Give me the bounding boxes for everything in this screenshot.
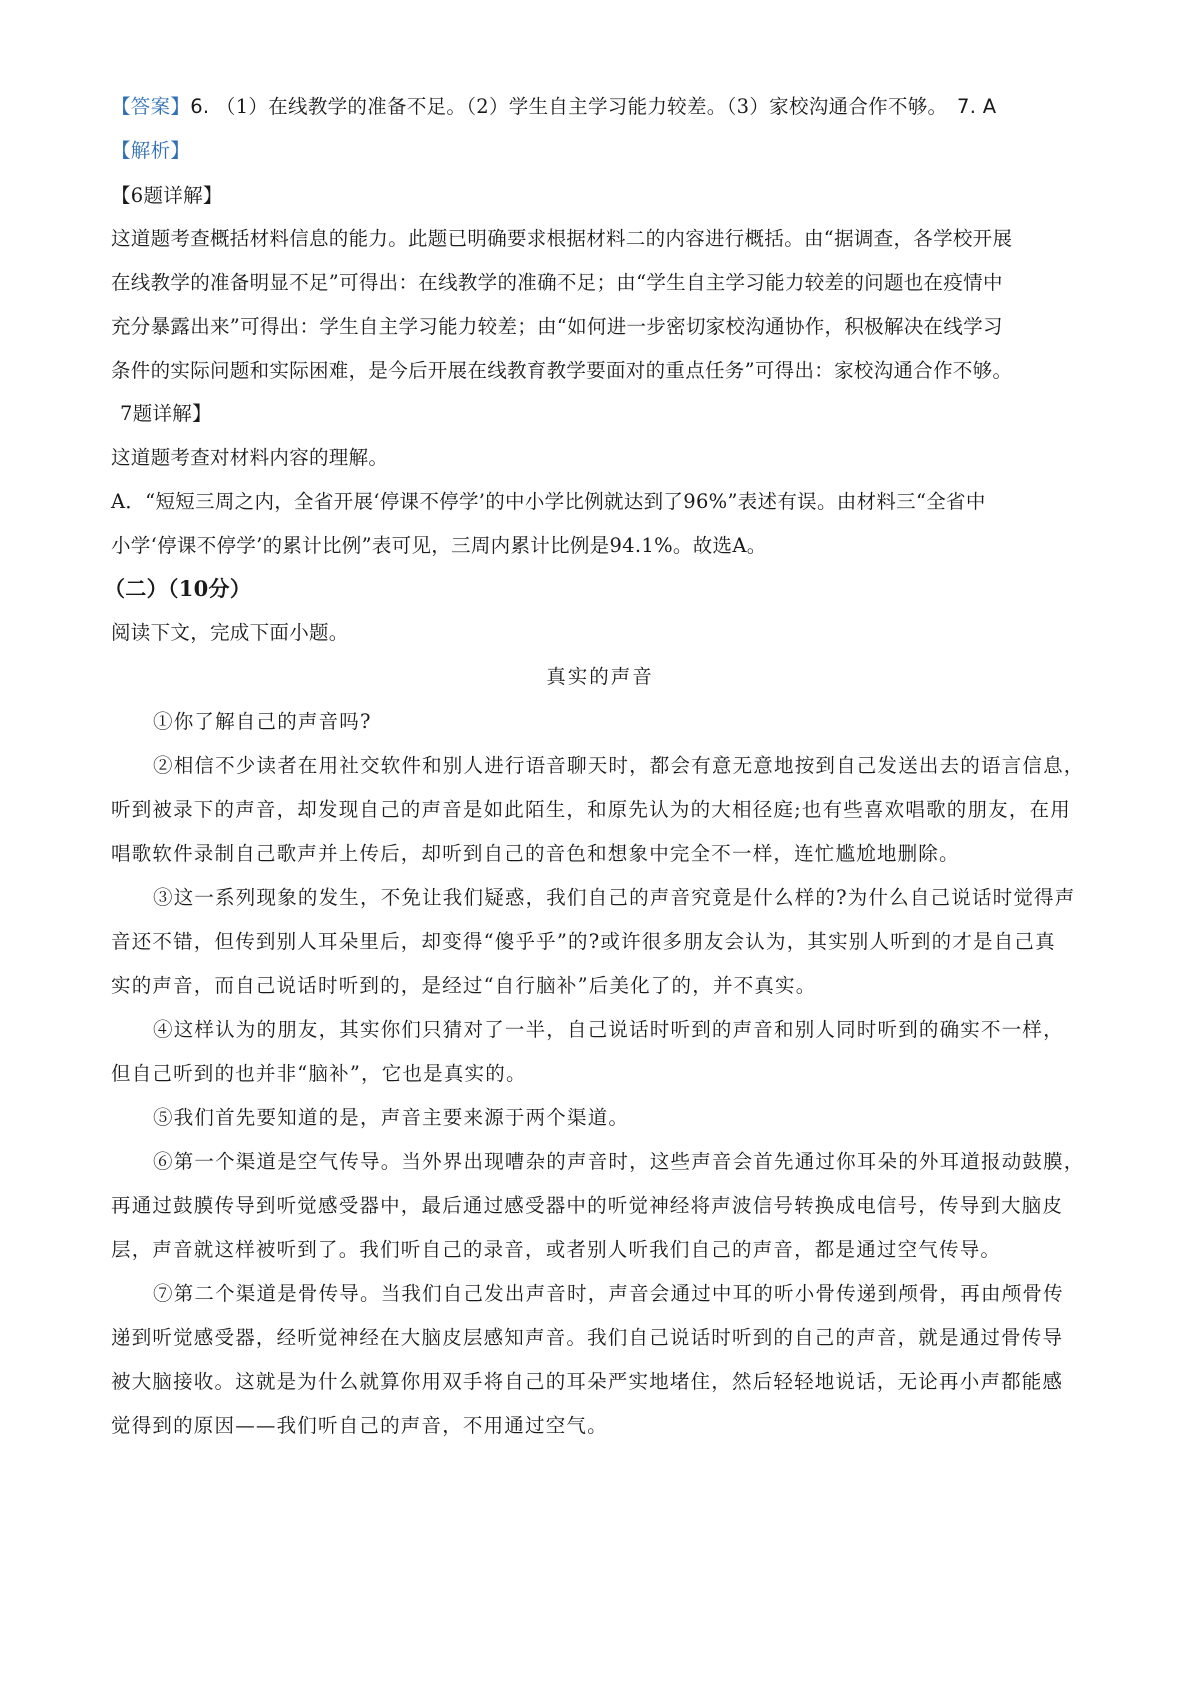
article-paragraph-line: ⑦第二个渠道是骨传导。当我们自己发出声音时，声音会通过中耳的听小骨传递到颅骨，再由颅骨传 (153, 1282, 1064, 1305)
section-heading: （二）（10分） (104, 576, 252, 601)
article-paragraph-line: 音还不错，但传到别人耳朵里后，却变得“傻乎乎”的?或许很多朋友会认为，其实别人听到的才是自己真 (111, 930, 1056, 953)
article-paragraph-line: 实的声音，而自己说话时听到的，是经过“自行脑补”后美化了的，并不真实。 (111, 974, 817, 997)
q7-detail-intro: 这道题考查对材料内容的理解。 (111, 446, 389, 469)
article-paragraph-line: 唱歌软件录制自己歌声并上传后，却听到自己的音色和想象中完全不一样，连忙尴尬地删除。 (111, 842, 960, 865)
article-paragraph-line: 觉得到的原因——我们听自己的声音，不用通过空气。 (111, 1414, 608, 1437)
article-paragraph-line: ①你了解自己的声音吗? (153, 710, 372, 733)
article-paragraph-line: ⑥第一个渠道是空气传导。当外界出现嘈杂的声音时，这些声音会首先通过你耳朵的外耳道报动鼓膜， (153, 1150, 1085, 1173)
analysis-tag: 【解析】 (111, 139, 191, 162)
q7-detail-heading: 7题详解】 (120, 402, 212, 425)
article-paragraph-line: 被大脑接收。这就是为什么就算你用双手将自己的耳朵严实地堵住，然后轻轻地说话，无论再小声都能感 (111, 1370, 1064, 1393)
q7-answer: 7. A (957, 95, 997, 118)
article-paragraph-line: ②相信不少读者在用社交软件和别人进行语音聊天时，都会有意无意地按到自己发送出去的语言信息， (153, 754, 1085, 777)
q6-number: 6. (190, 95, 210, 118)
q7-detail-line: 小学‘停课不停学’的累计比例”表可见，三周内累计比例是94.1%。故选A。 (111, 534, 767, 557)
q6-detail-line: 充分暴露出来”可得出：学生自主学习能力较差；由“如何进一步密切家校沟通协作，积极解决在线学习 (111, 315, 1003, 338)
article-paragraph-line: 递到听觉感受器，经听觉神经在大脑皮层感知声音。我们自己说话时听到的自己的声音，就是通过骨传导 (111, 1326, 1064, 1349)
q6-detail-line: 这道题考查概括材料信息的能力。此题已明确要求根据材料二的内容进行概括。由“据调查，各学校开展 (111, 227, 1013, 250)
section-instruction: 阅读下文，完成下面小题。 (111, 621, 349, 644)
q7-detail-line: A．“短短三周之内，全省开展‘停课不停学’的中小学比例就达到了96%”表述有误。由材料三“全省中 (111, 490, 986, 513)
article-paragraph-line: 层，声音就这样被听到了。我们听自己的录音，或者别人听我们自己的声音，都是通过空气传导。 (111, 1238, 1002, 1261)
article-title: 真实的声音 (546, 665, 654, 688)
q6-detail-line: 在线教学的准备明显不足”可得出：在线教学的准确不足；由“学生自主学习能力较差的问题也在疫情中 (111, 271, 1003, 294)
article-paragraph-line: ③这一系列现象的发生，不免让我们疑惑，我们自己的声音究竟是什么样的?为什么自己说话时觉得声 (153, 886, 1076, 909)
answer-line (111, 92, 1101, 122)
article-paragraph-line: ④这样认为的朋友，其实你们只猜对了一半，自己说话时听到的声音和别人同时听到的确实不一样， (153, 1018, 1064, 1041)
article-paragraph-line: 但自己听到的也并非“脑补”，它也是真实的。 (111, 1062, 527, 1085)
q6-answer-text: （1）在线教学的准备不足。（2）学生自主学习能力较差。（3）家校沟通合作不够。 (215, 95, 948, 118)
q6-detail-heading: 【6题详解】 (111, 184, 223, 207)
article-paragraph-line: 再通过鼓膜传导到听觉感受器中，最后通过感受器中的听觉神经将声波信号转换成电信号，传导到大脑皮 (111, 1194, 1064, 1217)
q6-detail-line: 条件的实际问题和实际困难，是今后开展在线教育教学要面对的重点任务”可得出：家校沟通合作不够。 (111, 359, 1013, 382)
article-paragraph-line: 听到被录下的声音，却发现自己的声音是如此陌生，和原先认为的大相径庭;也有些喜欢唱歌的朋友，在用 (111, 798, 1071, 821)
answer-tag: 【答案】 (111, 95, 191, 118)
article-paragraph-line: ⑤我们首先要知道的是，声音主要来源于两个渠道。 (153, 1106, 630, 1129)
